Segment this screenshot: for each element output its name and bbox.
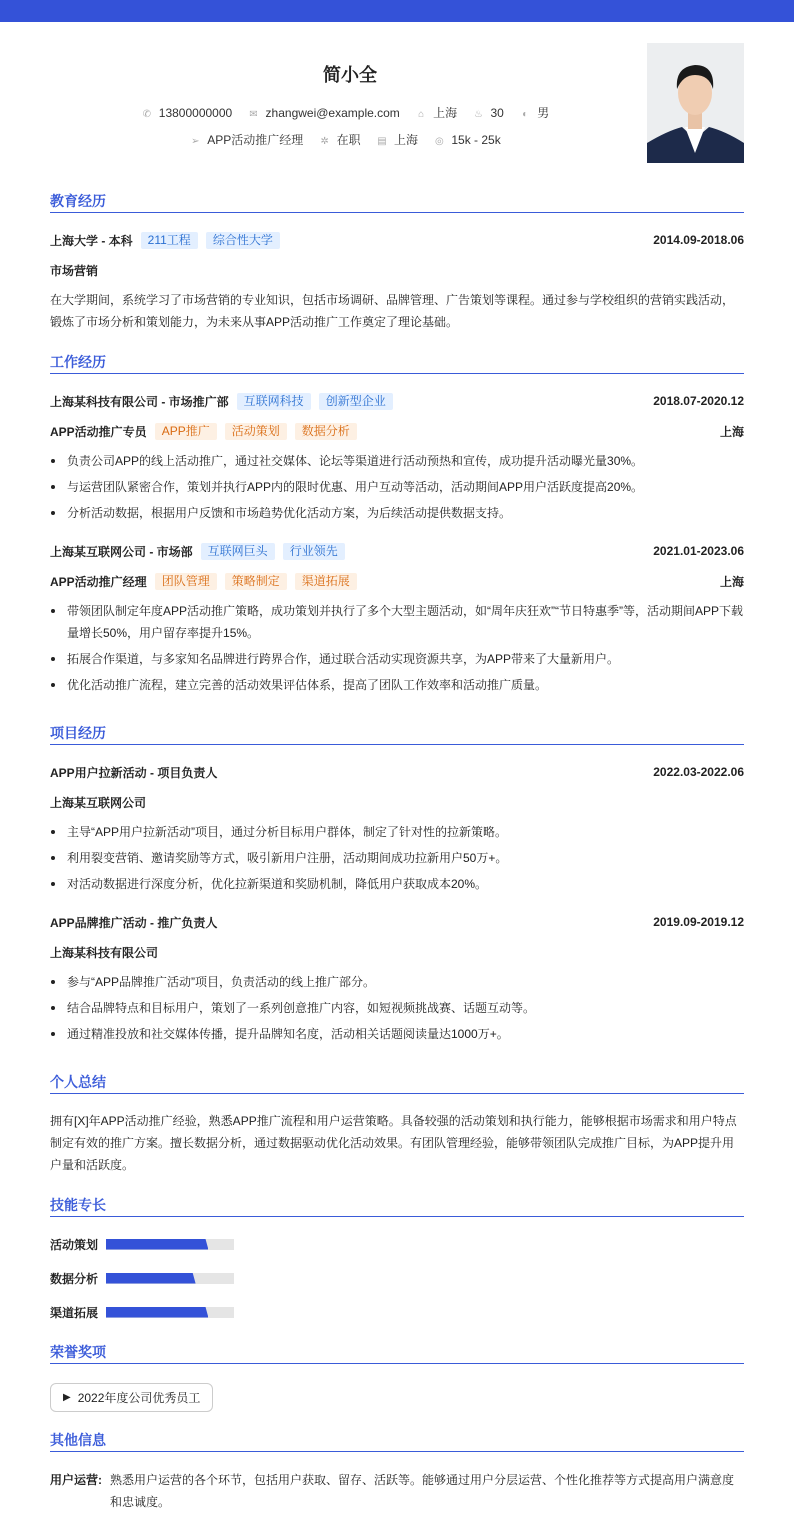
bullet-item: 结合品牌特点和目标用户，策划了一系列创意推广内容，如短视频挑战赛、话题互动等。 (50, 995, 744, 1021)
email-icon: ✉ (249, 109, 258, 120)
skill-bar (106, 1307, 234, 1318)
skills-section (50, 1195, 744, 1329)
resume-header (0, 22, 794, 192)
hometown: 上海 (433, 106, 458, 120)
skill-tag: 策略制定 (225, 573, 287, 590)
section-title: 其他信息 (50, 1430, 744, 1452)
skill-name: 数据分析 (50, 1271, 99, 1286)
caret-right-icon: ▶ (63, 1392, 71, 1403)
bullet-item: 负责公司APP的线上活动推广，通过社交媒体、论坛等渠道进行活动预热和宣传，成功提升活动曝光量30%。 (50, 448, 744, 474)
candidate-name: 简小全 (323, 65, 377, 85)
bullet-item: 拓展合作渠道，与多家知名品牌进行跨界合作，通过联合活动实现资源共享，为APP带来了大量新用户。 (50, 646, 744, 672)
job-intent-row (0, 130, 690, 152)
skill-tag: APP推广 (155, 423, 217, 440)
education-row (50, 225, 744, 255)
contact-row (0, 103, 690, 125)
section-title: 个人总结 (50, 1072, 744, 1094)
award-label: 2022年度公司优秀员工 (77, 1391, 201, 1405)
work-role-row (50, 566, 744, 596)
status: 在职 (336, 133, 361, 147)
other-key: 用户运营: (50, 1473, 102, 1487)
salary-icon: ◎ (434, 136, 444, 147)
skill-name: 渠道拓展 (50, 1305, 99, 1320)
tag: 211工程 (141, 232, 198, 249)
section-title: 荣誉奖项 (50, 1342, 744, 1364)
home-icon: ⌂ (418, 109, 425, 120)
bullet-item: 参与“APP品牌推广活动”项目，负责活动的线上推广部分。 (50, 969, 744, 995)
cake-icon: ♨ (474, 109, 483, 120)
role: APP活动推广经理 (50, 574, 147, 589)
project-header (50, 907, 744, 937)
resume-body (50, 191, 744, 1513)
project-header (50, 757, 744, 787)
project-name: APP品牌推广活动 - 推广负责人 (50, 915, 218, 930)
skill-item (50, 1261, 403, 1295)
date: 2022.03-2022.06 (653, 765, 744, 779)
tag: 创新型企业 (319, 393, 393, 410)
work-section (50, 352, 744, 698)
major: 市场营销 (50, 263, 99, 278)
skill-item (50, 1295, 403, 1329)
tag: 互联网科技 (237, 393, 311, 410)
phone-icon: ✆ (142, 109, 151, 120)
award-item[interactable] (50, 1383, 213, 1412)
other-value: 熟悉用户运营的各个环节，包括用户获取、留存、活跃等。能够通过用户分层运营、个性化推荐等方式提高用户满意度和忠诚度。 (110, 1473, 735, 1509)
skill-bar-fill (106, 1273, 196, 1284)
summary-text: 拥有[X]年APP活动推广经验，熟悉APP推广流程和用户运营策略。具备较强的活动策划和执行能力，能够根据市场需求和用户特点制定有效的推广方案。擅长数据分析，通过数据驱动优化活动效果。有团队管理经验，能够带领团队完成推广目标，为APP提升用户量和活跃度。 (50, 1114, 737, 1172)
bullet-item: 利用裂变营销、邀请奖励等方式，吸引新用户注册，活动期间成功拉新用户50万+。 (50, 845, 744, 871)
work-item (50, 536, 744, 698)
company: 上海某互联网公司 - 市场部 (50, 544, 193, 559)
avatar-photo (647, 43, 744, 163)
honors-section (50, 1342, 744, 1412)
work-header (50, 536, 744, 566)
project-item (50, 907, 744, 1047)
other-section (50, 1430, 744, 1513)
date: 2014.09-2018.06 (653, 233, 744, 247)
tag: 行业领先 (283, 543, 345, 560)
age: 30 (490, 106, 504, 120)
date: 2021.01-2023.06 (653, 544, 744, 558)
bullet-item: 带领团队制定年度APP活动推广策略，成功策划并执行了多个大型主题活动，如“周年庆狂欢”“节日特惠季”等，活动期间APP下载量增长50%，用户留存率提升15%。 (50, 598, 744, 646)
top-accent-bar (0, 0, 794, 22)
date: 2018.07-2020.12 (653, 394, 744, 408)
gender: 男 (537, 106, 550, 120)
skill-tag: 活动策划 (225, 423, 287, 440)
gender-icon: ◐ (522, 109, 529, 120)
school: 上海大学 - 本科 (50, 233, 133, 248)
city: 上海 (719, 574, 744, 589)
phone: 13800000000 (158, 106, 233, 120)
work-item (50, 386, 744, 526)
tag: 互联网巨头 (201, 543, 275, 560)
project-company: 上海某科技有限公司 (50, 945, 159, 960)
skill-item (50, 1227, 403, 1261)
salary: 15k - 25k (451, 133, 501, 147)
building-icon: ▤ (377, 136, 387, 147)
section-title: 项目经历 (50, 723, 744, 745)
bullet-item: 对活动数据进行深度分析，优化拉新渠道和奖励机制，降低用户获取成本20%。 (50, 871, 744, 897)
work-header (50, 386, 744, 416)
skill-tag: 团队管理 (155, 573, 217, 590)
company: 上海某科技有限公司 - 市场推广部 (50, 394, 229, 409)
role: APP活动推广专员 (50, 424, 147, 439)
bullet-item: 分析活动数据，根据用户反馈和市场趋势优化活动方案，为后续活动提供数据支持。 (50, 500, 744, 526)
education-section (50, 191, 744, 333)
position: APP活动推广经理 (207, 133, 304, 147)
section-title: 教育经历 (50, 191, 744, 213)
summary-section (50, 1072, 744, 1176)
email: zhangwei@example.com (265, 106, 400, 120)
work-role-row (50, 416, 744, 446)
city: 上海 (719, 424, 744, 439)
project-section (50, 723, 744, 1047)
skill-bar (106, 1239, 234, 1250)
project-name: APP用户拉新活动 - 项目负责人 (50, 765, 218, 780)
skill-bar (106, 1273, 234, 1284)
education-desc: 在大学期间，系统学习了市场营销的专业知识，包括市场调研、品牌管理、广告策划等课程。通过参与学校组织的营销实践活动，锻炼了市场分析和策划能力，为未来从事APP活动推广工作奠定了理论基础。 (50, 293, 735, 329)
skill-tag: 渠道拓展 (295, 573, 357, 590)
city: 上海 (394, 133, 419, 147)
skill-bar-fill (106, 1307, 208, 1318)
skill-tag: 数据分析 (295, 423, 357, 440)
date: 2019.09-2019.12 (653, 915, 744, 929)
send-icon: ➢ (191, 136, 200, 147)
status-icon: ✲ (320, 136, 329, 147)
bullet-item: 主导“APP用户拉新活动”项目，通过分析目标用户群体，制定了针对性的拉新策略。 (50, 819, 744, 845)
skill-name: 活动策划 (50, 1237, 99, 1252)
bullet-item: 与运营团队紧密合作，策划并执行APP内的限时优惠、用户互动等活动，活动期间APP用户活跃度提高20%。 (50, 474, 744, 500)
project-company: 上海某互联网公司 (50, 795, 147, 810)
bullet-item: 通过精准投放和社交媒体传播，提升品牌知名度，活动相关话题阅读量达1000万+。 (50, 1021, 744, 1047)
other-item (50, 1469, 744, 1513)
bullet-item: 优化活动推广流程，建立完善的活动效果评估体系，提高了团队工作效率和活动推广质量。 (50, 672, 744, 698)
skill-bar-fill (106, 1239, 208, 1250)
project-item (50, 757, 744, 897)
section-title: 技能专长 (50, 1195, 744, 1217)
section-title: 工作经历 (50, 352, 744, 374)
tag: 综合性大学 (206, 232, 280, 249)
